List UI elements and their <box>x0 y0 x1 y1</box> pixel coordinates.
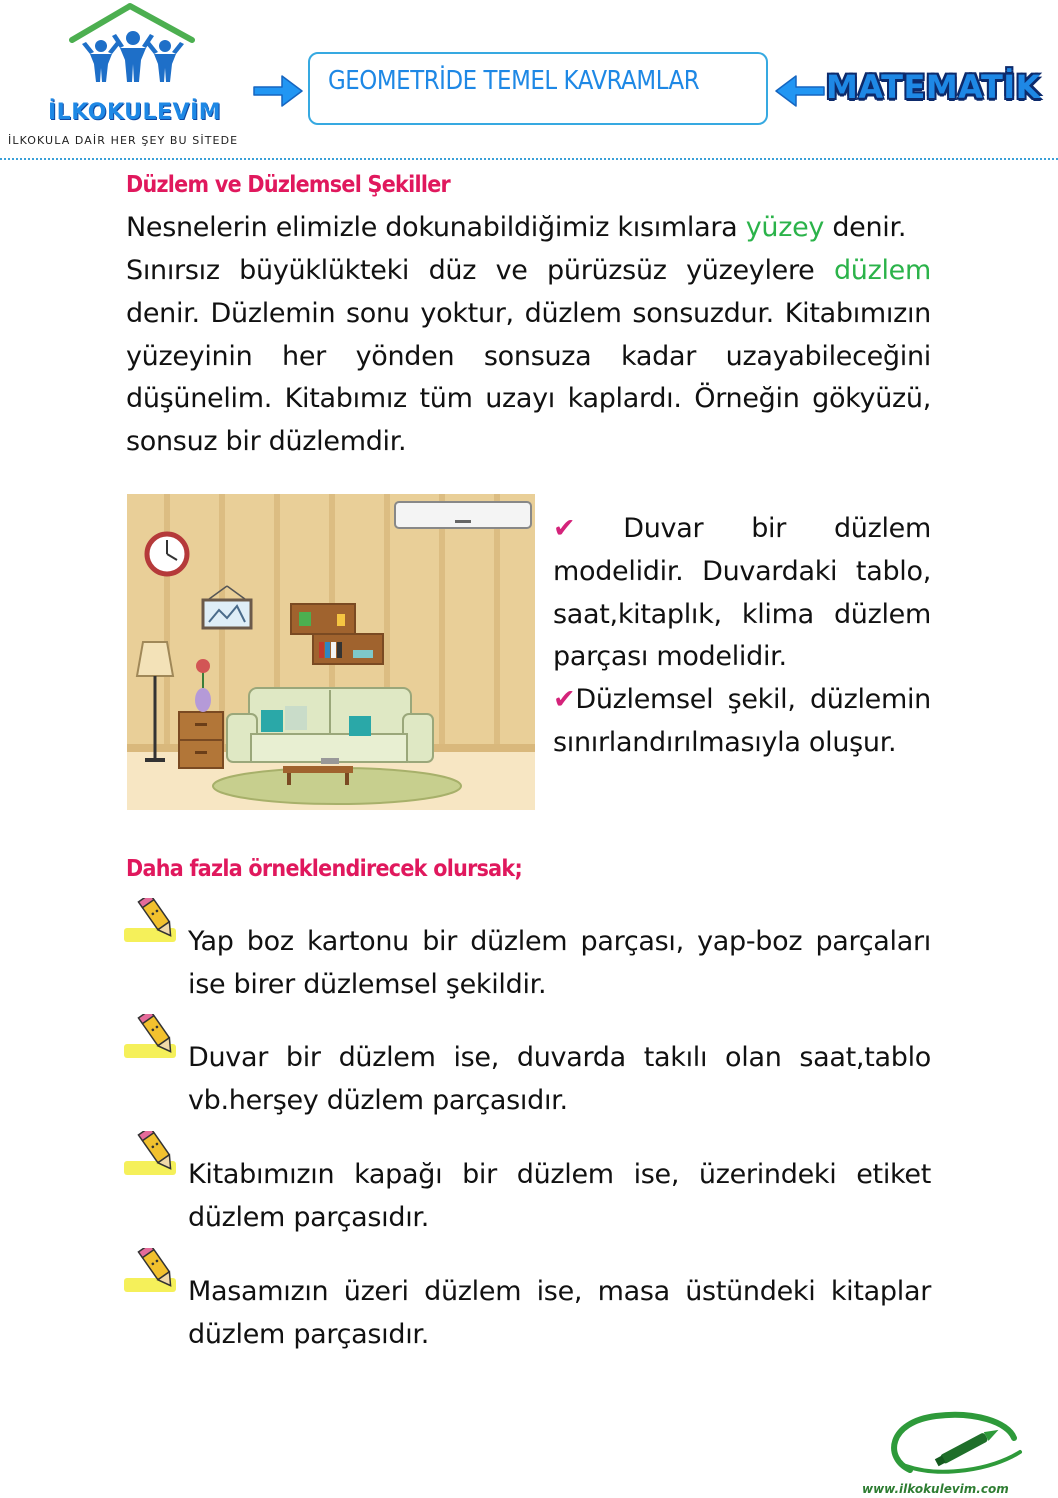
example-item <box>126 1270 931 1356</box>
term-duzlem: düzlem <box>833 255 931 286</box>
site-logo[interactable] <box>8 2 263 152</box>
text-run: denir. Düzlemin sonu yoktur, düzlem sonsuzdur. Kitabımızın yüzeyinin her yönden sonsuza kadar uzayabileceğini düşünelim. Kitabımız tüm uzayı kaplardı. Örneğin gökyüzü, sonsuz bir düzlemdir. <box>126 297 931 458</box>
text-run: Nesnelerin elimizle dokunabildiğimiz kısımlara <box>126 212 746 243</box>
example-item <box>126 1153 931 1239</box>
logo-tagline: İLKOKULA DAİR HER ŞEY BU SİTEDE <box>8 134 239 147</box>
section-title: Düzlem ve Düzlemsel Şekiller <box>126 172 451 198</box>
term-yuzey: yüzey <box>745 212 825 243</box>
arrow-right-icon <box>252 72 304 110</box>
sofa <box>227 688 433 762</box>
example-item <box>126 1036 931 1122</box>
rug <box>213 768 461 804</box>
topic-title: GEOMETRİDE TEMEL KAVRAMLAR <box>328 66 700 96</box>
examples-title: Daha fazla örneklendirecek olursak; <box>126 856 523 882</box>
example-item <box>126 920 931 1006</box>
example-text: Yap boz kartonu bir düzlem parçası, yap-boz parçaları ise birer düzlemsel şekildir. <box>188 926 931 1000</box>
pencil-icon <box>124 1248 186 1300</box>
side-note-text: Düzlemsel şekil, düzlemin sınırlandırılmasıyla oluşur. <box>553 684 931 758</box>
side-note-text: Duvar bir düzlem modelidir. Duvardaki tablo, saat,kitaplık, klima düzlem parçası modelidir. <box>553 513 931 673</box>
house-family-icon <box>68 2 198 98</box>
example-text: Duvar bir düzlem ise, duvarda takılı olan saat,tablo vb.herşey düzlem parçasıdır. <box>188 1042 931 1116</box>
pencil-icon <box>124 898 186 950</box>
header-divider <box>0 158 1058 160</box>
text-run: Sınırsız büyüklükteki düz ve pürüzsüz yüzeylere <box>126 255 834 286</box>
arrow-left-icon <box>774 72 826 110</box>
pen-swoosh-icon <box>880 1408 1030 1482</box>
footer-url[interactable]: www.ilkokulevim.com <box>862 1482 1009 1496</box>
example-text: Masamızın üzeri düzlem ise, masa üstündeki kitaplar düzlem parçasıdır. <box>188 1276 931 1350</box>
check-icon: ✔ <box>553 513 576 544</box>
example-text: Kitabımızın kapağı bir düzlem ise, üzerindeki etiket düzlem parçasıdır. <box>188 1159 931 1233</box>
pencil-icon <box>124 1131 186 1183</box>
side-note-1 <box>553 508 931 679</box>
pencil-icon <box>124 1014 186 1066</box>
side-note-2 <box>553 679 931 765</box>
living-room-illustration <box>127 494 535 810</box>
text-run: denir. <box>824 212 907 243</box>
logo-wordmark: İLKOKULEVİM <box>48 100 222 125</box>
wall-clock <box>147 534 187 574</box>
side-notes <box>553 508 931 765</box>
subject-label: MATEMATİK <box>826 68 1041 106</box>
air-conditioner <box>395 502 531 528</box>
definition-paragraph-1 <box>126 207 931 250</box>
definition-paragraph-2 <box>126 250 931 464</box>
check-icon: ✔ <box>553 684 576 716</box>
footer-logo[interactable] <box>862 1408 1030 1498</box>
topic-box <box>308 52 768 125</box>
